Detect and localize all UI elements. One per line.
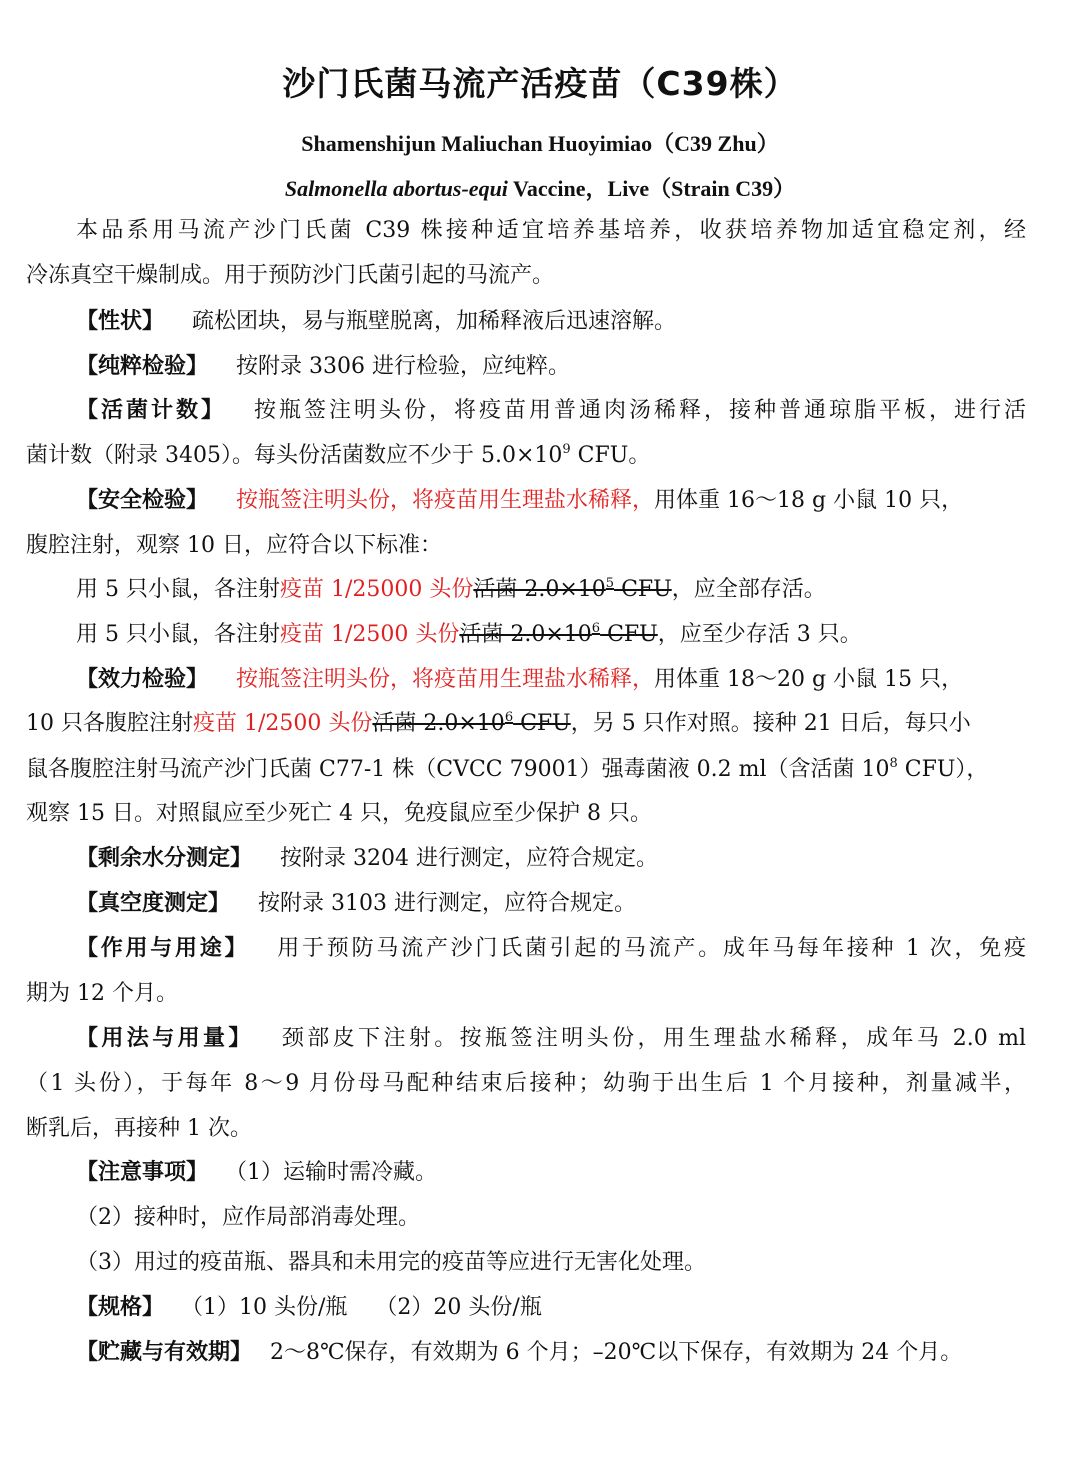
moisture-section (76, 841, 1026, 877)
purity-section (76, 349, 1026, 385)
potency-line-3-exponent: 8 (889, 756, 898, 771)
dosage-heading: 【用法与用量】 (76, 1026, 254, 1051)
latin-title (0, 172, 1080, 203)
safety-standard-2-deleted-unit: CFU (600, 622, 658, 647)
viable-count-text-2: 菌计数（附录 3405）。每头份活菌数应不少于 5.0×10 (26, 443, 563, 468)
safety-standard-1-deleted-text: 活菌 2.0×10 (473, 577, 606, 602)
safety-standard-1-deleted-exponent: 5 (605, 576, 615, 591)
potency-line-2 (26, 706, 1026, 742)
potency-line-2-revision: 疫苗 1/2500 头份 (193, 711, 373, 736)
spec-item-1: （1）10 头份/瓶 (192, 1295, 348, 1320)
specs-heading: 【规格】 (76, 1295, 165, 1320)
potency-line-3-unit: CFU）， (897, 757, 989, 782)
safety-text-1: 用体重 16～18 g 小鼠 10 只， (654, 488, 964, 513)
viable-count-exponent: 9 (562, 442, 571, 457)
potency-line-4: 观察 15 日。对照鼠应至少死亡 4 只，免疫鼠应至少保护 8 只。 (26, 801, 652, 826)
storage-heading: 【贮藏与有效期】 (76, 1340, 253, 1365)
vacuum-text: 按附录 3103 进行测定，应符合规定。 (258, 891, 636, 916)
potency-revision-text: 按瓶签注明头份，将疫苗用生理盐水稀释， (236, 667, 655, 692)
safety-heading: 【安全检验】 (76, 488, 209, 513)
safety-revision-text: 按瓶签注明头份，将疫苗用生理盐水稀释， (236, 488, 655, 513)
dosage-line-2: （1 头份），于每年 8～9 月份母马配种结束后接种；幼驹于出生后 1 个月接种，剂量减半， (26, 1071, 1026, 1096)
safety-line-2: 腹腔注射，观察 10 日，应符合以下标准： (26, 533, 442, 558)
safety-standard-2-deleted (459, 622, 657, 647)
safety-standard-1-prefix: 用 5 只小鼠，各注射 (76, 577, 280, 602)
safety-standard-2-deleted-text: 活菌 2.0×10 (459, 622, 592, 647)
vacuum-heading: 【真空度测定】 (76, 891, 231, 916)
dosage-text-1: 颈部皮下注射。按瓶签注明头份，用生理盐水稀释，成年马 2.0 ml (281, 1026, 1026, 1051)
potency-line-2-deleted-text: 活菌 2.0×10 (372, 711, 505, 736)
caution-item-2: （2）接种时，应作局部消毒处理。 (76, 1205, 420, 1230)
usage-text-1: 用于预防马流产沙门氏菌引起的马流产。成年马每年接种 1 次，免疫 (277, 936, 1026, 961)
safety-standard-1-deleted (473, 577, 671, 602)
moisture-heading: 【剩余水分测定】 (76, 846, 253, 871)
latin-title-rest: Vaccine，Live（Strain C39） (507, 176, 796, 201)
usage-heading: 【作用与用途】 (76, 936, 250, 961)
potency-line-3-text: 鼠各腹腔注射马流产沙门氏菌 C77-1 株（CVCC 79001）强毒菌液 0.2 ml（含活菌 10 (26, 757, 890, 782)
purity-heading: 【纯粹检验】 (76, 354, 209, 379)
safety-standard-1 (76, 572, 1026, 608)
safety-standard-2 (76, 617, 1026, 653)
usage-line-1 (76, 931, 1026, 967)
potency-line-2-deleted (372, 711, 570, 736)
moisture-text: 按附录 3204 进行测定，应符合规定。 (280, 846, 658, 871)
pinyin-title: Shamenshijun Maliuchan Huoyimiao（C39 Zhu） (301, 131, 779, 156)
safety-standard-2-prefix: 用 5 只小鼠，各注射 (76, 622, 280, 647)
potency-line-2-prefix: 10 只各腹腔注射 (26, 711, 193, 736)
vacuum-section (76, 886, 1026, 922)
potency-line-1 (76, 662, 1026, 698)
usage-line-2: 期为 12 个月。 (26, 981, 178, 1006)
potency-line-2-deleted-exponent: 6 (504, 710, 514, 725)
safety-standard-1-revision: 疫苗 1/25000 头份 (279, 577, 474, 602)
safety-standard-2-suffix: ，应至少存活 3 只。 (657, 622, 862, 647)
potency-text-1: 用体重 18～20 g 小鼠 15 只， (654, 667, 964, 692)
document-title: 沙门氏菌马流产活疫苗（C39株） (282, 64, 798, 103)
caution-item-1: （1）运输时需冷藏。 (236, 1160, 438, 1185)
viable-count-unit: CFU。 (570, 443, 651, 468)
potency-line-2-deleted-unit: CFU (513, 711, 571, 736)
intro-line-1: 本品系用马流产沙门氏菌 C39 株接种适宜培养基培养，收获培养物加适宜稳定剂，经 (76, 218, 1026, 243)
safety-standard-2-deleted-exponent: 6 (591, 621, 601, 636)
cautions-line-1 (76, 1155, 1026, 1191)
safety-standard-1-deleted-unit: CFU (614, 577, 672, 602)
specs-section (76, 1290, 1026, 1326)
viable-count-text-1: 按瓶签注明头份，将疫苗用普通肉汤稀释，接种普通琼脂平板，进行活 (254, 398, 1026, 423)
dosage-line-3: 断乳后，再接种 1 次。 (26, 1116, 252, 1141)
dosage-line-1 (76, 1021, 1026, 1057)
latin-species-name: Salmonella abortus-equi (284, 176, 508, 201)
spec-item-2: （2）20 头份/瓶 (375, 1295, 542, 1320)
potency-line-2-suffix: ，另 5 只作对照。接种 21 日后，每只小 (570, 711, 971, 736)
storage-section (76, 1335, 1026, 1371)
safety-standard-2-revision: 疫苗 1/2500 头份 (279, 622, 460, 647)
safety-standard-1-suffix: ，应全部存活。 (671, 577, 826, 602)
safety-line-1 (76, 483, 1026, 519)
caution-item-3: （3）用过的疫苗瓶、器具和未用完的疫苗等应进行无害化处理。 (76, 1250, 706, 1275)
traits-section (76, 304, 1026, 340)
viable-count-heading: 【活菌计数】 (76, 398, 226, 423)
viable-count-line-2 (26, 438, 1026, 474)
traits-heading: 【性状】 (76, 309, 165, 334)
potency-heading: 【效力检验】 (76, 667, 209, 692)
traits-text: 疏松团块，易与瓶壁脱离，加稀释液后迅速溶解。 (192, 309, 677, 334)
purity-text: 按附录 3306 进行检验，应纯粹。 (236, 354, 570, 379)
cautions-heading: 【注意事项】 (76, 1160, 209, 1185)
intro-line-2: 冷冻真空干燥制成。用于预防沙门氏菌引起的马流产。 (26, 263, 555, 288)
potency-line-3 (26, 752, 1026, 788)
viable-count-line-1 (76, 393, 1026, 429)
storage-text: 2～8℃保存，有效期为 6 个月；–20℃以下保存，有效期为 24 个月。 (270, 1340, 963, 1365)
